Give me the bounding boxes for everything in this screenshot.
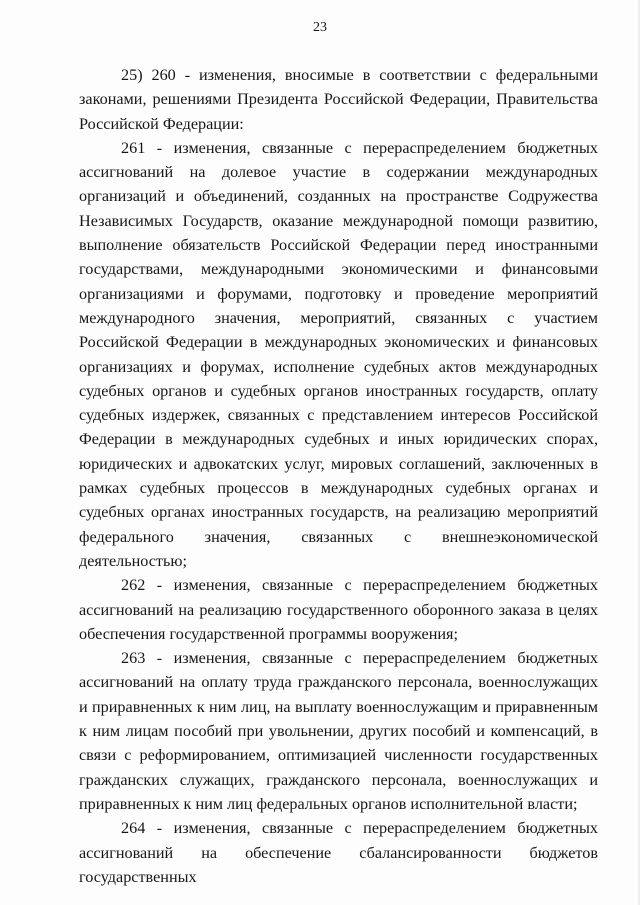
paragraph-item-263: 263 - изменения, связанные с перераспределением бюджетных ассигнований на оплату труда гражданского персонала, военнослужащих и приравненных к ним лиц, на выплату военнослужащим и приравненным к ним лицам пособий при увольнении, других пособий и компенсаций, в связи с реформированием, оптимизацией численности государственных гражданских служащих, гражданского персонала, военнослужащих и приравненных к ним лиц федеральных органов исполнительной власти;	[79, 649, 598, 813]
document-body	[79, 63, 598, 889]
paragraph-item-264: 264 - изменения, связанные с перераспределением бюджетных ассигнований на обеспечение сбалансированности бюджетов государственных	[79, 819, 598, 886]
paragraph-item-261: 261 - изменения, связанные с перераспределением бюджетных ассигнований на долевое участие в содержании международных организаций и объединений, созданных на пространстве Содружества Независимых Государств, оказание международной помощи развитию, выполнение обязательств Российской Федерации перед иностранными государствами, международными экономическими и финансовыми организациями и форумами, подготовку и проведение мероприятий международного значения, мероприятий, связанных с участием Российской Федерации в международных экономических и финансовых организациях и форумах, исполнение судебных актов международных судебных органов и судебных органов иностранных государств, оплату судебных издержек, связанных с представлением интересов Российской Федерации в международных судебных и иных юридических спорах, юридических и адвокатских услуг, мировых соглашений, заключенных в рамках судебных процессов в международных судебных органах и судебных органах иностранных государств, на реализацию мероприятий федерального значения, связанных с внешнеэкономической деятельностью;	[79, 138, 598, 570]
page-number: 23	[313, 20, 327, 35]
paragraph-item-262: 262 - изменения, связанные с перераспределением бюджетных ассигнований на реализацию государственного оборонного заказа в целях обеспечения государственной программы вооружения;	[79, 576, 598, 643]
paragraph-item-260: 25) 260 - изменения, вносимые в соответствии с федеральными законами, решениями Президента Российской Федерации, Правительства Российской Федерации:	[79, 66, 598, 133]
